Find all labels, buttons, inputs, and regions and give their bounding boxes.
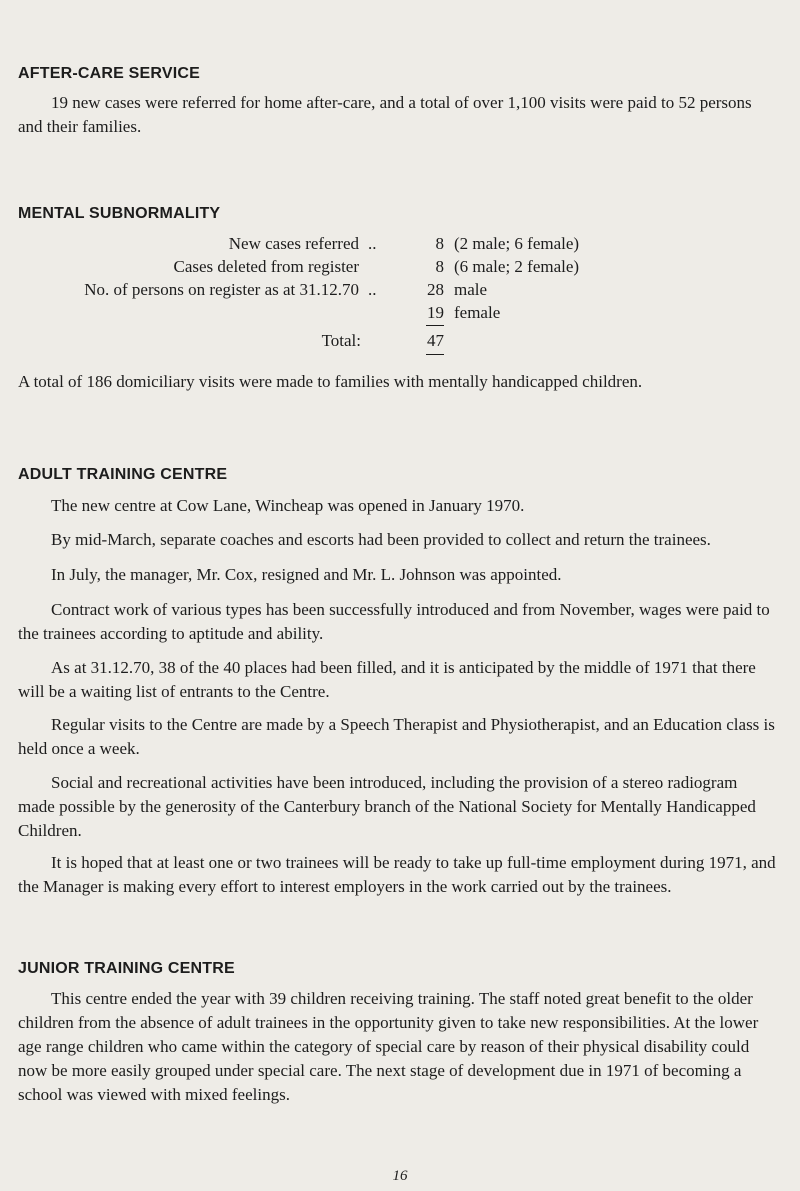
row-value: 8 — [435, 257, 444, 276]
adult-training-paragraph: By mid-March, separate coaches and escorts had been provided to collect and return the trainees. — [51, 530, 711, 549]
row-leader-dots: .. — [368, 234, 377, 253]
row-value: 28 — [427, 280, 444, 299]
adult-training-paragraph: Contract work of various types has been successfully introduced and from November, wages were paid to the trainees according to aptitude and ability. — [18, 600, 770, 643]
adult-training-paragraph: It is hoped that at least one or two trainees will be ready to take up full-time employment during 1971, and the Manager is making every effort to interest employers in the work carried out by the trainees. — [18, 853, 776, 896]
row-detail: (6 male; 2 female) — [454, 257, 580, 276]
row-label: Cases deleted from register — [173, 257, 359, 276]
mental-subnormality-heading: MENTAL SUBNORMALITY — [18, 205, 221, 222]
row-value: 19 — [427, 303, 444, 322]
after-care-heading: AFTER-CARE SERVICE — [18, 65, 200, 82]
row-value: 8 — [435, 234, 444, 253]
adult-training-paragraph: In July, the manager, Mr. Cox, resigned and Mr. L. Johnson was appointed. — [51, 565, 562, 584]
total-label: Total: — [321, 331, 361, 350]
after-care-paragraph: 19 new cases were referred for home after-care, and a total of over 1,100 visits were paid to 52 persons and their families. — [18, 93, 752, 136]
adult-training-paragraph: The new centre at Cow Lane, Wincheap was opened in January 1970. — [51, 496, 525, 515]
row-detail: female — [454, 303, 501, 322]
row-detail: (2 male; 6 female) — [454, 234, 580, 253]
total-value: 47 — [427, 331, 444, 350]
total-underline — [426, 354, 444, 355]
domiciliary-visits-note: A total of 186 domiciliary visits were made to families with mentally handicapped children. — [18, 372, 643, 391]
adult-training-paragraph: Regular visits to the Centre are made by a Speech Therapist and Physiotherapist, and an Education class is held once a week. — [18, 715, 775, 758]
junior-training-heading: JUNIOR TRAINING CENTRE — [18, 960, 235, 977]
row-leader-dots: .. — [368, 280, 377, 299]
row-label: No. of persons on register as at 31.12.70 — [84, 280, 359, 299]
sum-underline — [426, 325, 444, 326]
row-label: New cases referred — [228, 234, 359, 253]
page-number: 16 — [392, 1168, 408, 1184]
adult-training-heading: ADULT TRAINING CENTRE — [18, 466, 228, 483]
adult-training-paragraph: Social and recreational activities have been introduced, including the provision of a stereo radiogram made possible by the generosity of the Canterbury branch of the National Society for Mentally Handicapped Children. — [18, 773, 756, 840]
row-detail: male — [454, 280, 488, 299]
adult-training-paragraph: As at 31.12.70, 38 of the 40 places had been filled, and it is anticipated by the middle of 1971 that there will be a waiting list of entrants to the Centre. — [18, 658, 756, 701]
junior-training-paragraph: This centre ended the year with 39 children receiving training. The staff noted great benefit to the older children from the absence of adult trainees in the opportunity given to take new responsibilities. At the lower age range children who came within the category of special care by reason of their physical disability could now be more easily grouped under special care. The next stage of development due in 1971 of becoming a school was viewed with mixed feelings. — [18, 989, 759, 1104]
